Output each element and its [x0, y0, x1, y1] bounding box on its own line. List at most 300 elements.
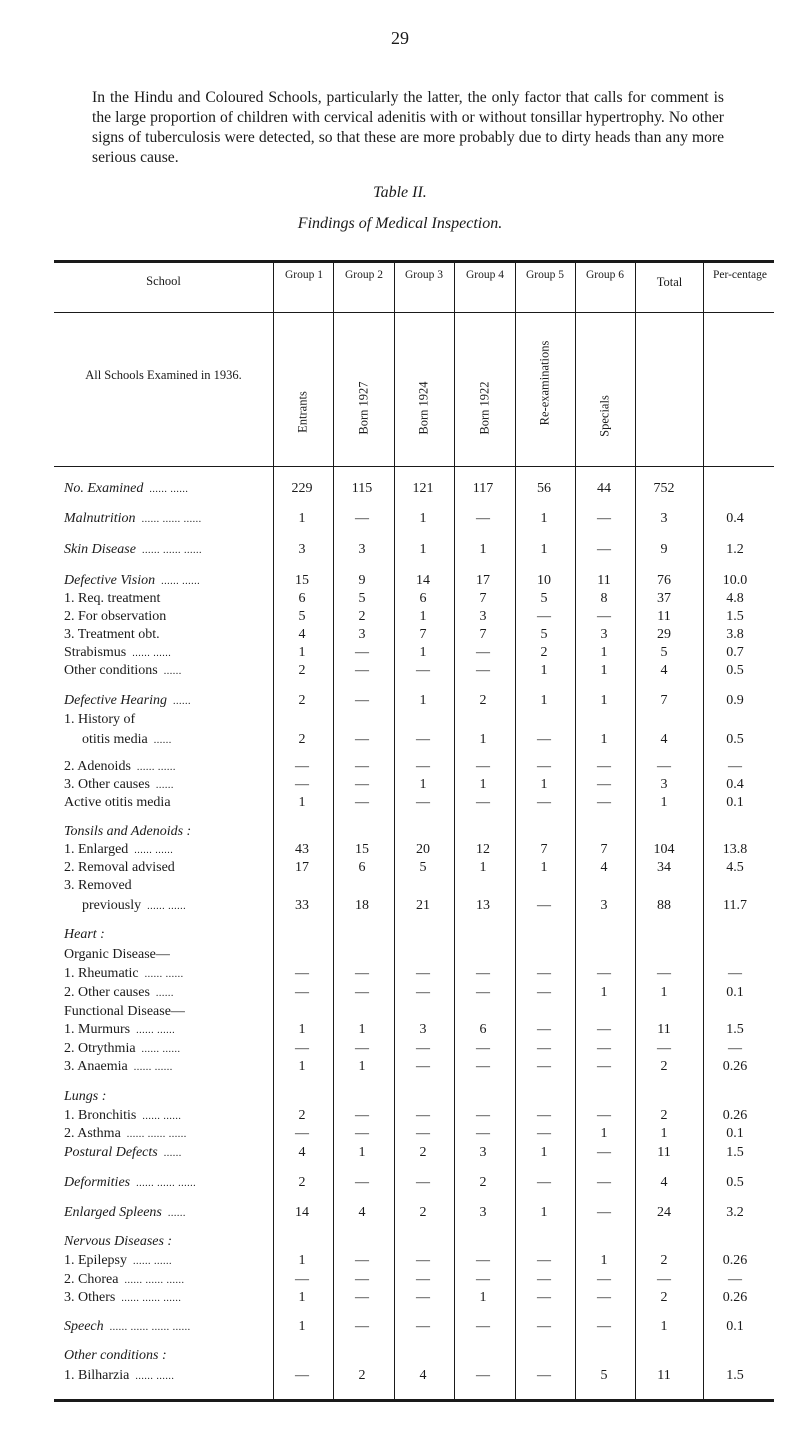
table-cell: 5: [660, 645, 668, 660]
table-cell: —: [537, 1290, 551, 1305]
row-label-text: Organic Disease—: [64, 947, 170, 962]
row-label-text: Other conditions: [64, 663, 158, 678]
table-cell: —: [355, 663, 369, 678]
table-cell: —: [657, 1272, 671, 1287]
table-row: [54, 510, 774, 528]
table-cell: —: [657, 966, 671, 981]
row-label: [82, 897, 186, 916]
table-cell: 0.5: [726, 663, 744, 678]
table-cell: 2: [298, 663, 306, 678]
row-label-text: Defective Hearing: [64, 693, 168, 708]
table-cell: 4: [298, 627, 306, 642]
table-cell: 1: [298, 1253, 306, 1268]
table-row: [54, 859, 774, 877]
table-row: [54, 823, 774, 841]
table-cell: 1: [479, 777, 487, 792]
row-label: [64, 1318, 191, 1337]
table-cell: —: [476, 1368, 490, 1383]
table-cell: —: [416, 795, 430, 810]
table-cell: —: [355, 1290, 369, 1305]
table-cell: 0.1: [726, 985, 744, 1000]
intro-paragraph: In the Hindu and Coloured Schools, particularly the latter, the only factor that calls for comment is the large proportion of children with cervical adenitis with or without tonsillar hypertrophy. No other signs of tuberculosis were detected, so that these are more probably due to dirty heads than any more serious cause.: [92, 89, 724, 166]
table-cell: 1.5: [726, 1368, 744, 1383]
row-label: [64, 926, 105, 944]
row-label: [64, 1021, 175, 1040]
row-label-text: otitis media: [82, 732, 148, 747]
table-row: [54, 541, 774, 559]
table-cell: 4: [660, 732, 668, 747]
table-cell: —: [355, 511, 369, 526]
table-cell: —: [537, 1108, 551, 1123]
leader-dots: ......: [155, 780, 174, 791]
table-row: [54, 1271, 774, 1289]
table-row: [54, 877, 774, 895]
header-total: Total: [656, 275, 683, 289]
table-row: [54, 1347, 774, 1365]
table-cell: —: [597, 759, 611, 774]
row-label-text: 3. Other causes: [64, 777, 150, 792]
row-label-text: previously: [82, 898, 142, 913]
leader-dots: ...... ......: [134, 845, 174, 856]
table-cell: 11: [597, 573, 611, 588]
row-label-text: Defective Vision: [64, 573, 156, 588]
table-cell: 1: [298, 1290, 306, 1305]
table-cell: 1: [419, 777, 427, 792]
table-cell: 1: [600, 1253, 608, 1268]
row-label-text: Deformities: [64, 1175, 131, 1190]
subheader-born-1927: Born 1927: [356, 381, 371, 435]
table-cell: 1: [540, 1205, 548, 1220]
table-cell: 1: [540, 663, 548, 678]
table-cell: 1: [358, 1059, 366, 1074]
table-cell: —: [355, 1253, 369, 1268]
table-cell: 29: [657, 627, 671, 642]
row-label: [64, 572, 200, 591]
table-cell: 20: [416, 842, 430, 857]
table-cell: —: [537, 1041, 551, 1056]
table-cell: —: [476, 795, 490, 810]
table-cell: 2: [419, 1145, 427, 1160]
table-row: [54, 1318, 774, 1336]
table-row: [54, 1204, 774, 1222]
table-cell: 1: [660, 1319, 668, 1334]
table-cell: —: [416, 1108, 430, 1123]
table-row: [54, 965, 774, 983]
table-subtitle: Findings of Medical Inspection.: [297, 215, 503, 232]
table-cell: 18: [355, 898, 369, 913]
row-label-text: Active otitis media: [64, 795, 171, 810]
table-cell: —: [597, 1290, 611, 1305]
table-cell: 1: [358, 1145, 366, 1160]
table-cell: —: [295, 1041, 309, 1056]
table-cell: 7: [419, 627, 427, 642]
row-label-text: 2. Asthma: [64, 1126, 121, 1141]
table-cell: —: [537, 1272, 551, 1287]
leader-dots: ...... ...... ......: [121, 1293, 182, 1304]
table-cell: 1: [419, 542, 427, 557]
table-cell: —: [597, 1041, 611, 1056]
table-cell: 5: [298, 609, 306, 624]
row-label: [64, 1252, 172, 1271]
table-cell: —: [355, 1319, 369, 1334]
table-cell: —: [416, 1290, 430, 1305]
table-cell: 4: [600, 860, 608, 875]
table-cell: 1: [540, 777, 548, 792]
row-label: [64, 644, 171, 663]
row-label: [64, 1125, 187, 1144]
row-label: [64, 859, 175, 877]
table-cell: —: [416, 1175, 430, 1190]
table-cell: 24: [657, 1205, 671, 1220]
table-cell: 3: [479, 1145, 487, 1160]
table-cell: 3: [660, 511, 668, 526]
table-cell: —: [537, 1059, 551, 1074]
table-cell: 1: [419, 609, 427, 624]
table-cell: 229: [291, 481, 313, 496]
row-label-text: 1. Epilepsy: [64, 1253, 127, 1268]
table-cell: 3: [660, 777, 668, 792]
table-cell: 0.9: [726, 693, 744, 708]
table-cell: 1: [298, 1059, 306, 1074]
table-cell: 1: [298, 795, 306, 810]
row-label-text: 1. Murmurs: [64, 1022, 131, 1037]
table-cell: —: [476, 759, 490, 774]
row-label-text: Lungs :: [64, 1089, 107, 1104]
leader-dots: ...... ...... ......: [141, 545, 202, 556]
table-cell: 0.1: [726, 1126, 744, 1141]
row-label-text: 2. Removal advised: [64, 860, 175, 875]
row-label-text: 2. Adenoids: [64, 759, 131, 774]
table-cell: 115: [351, 481, 373, 496]
row-label: [64, 590, 160, 608]
table-cell: 0.26: [722, 1108, 748, 1123]
table-cell: 0.26: [722, 1059, 748, 1074]
subheader-specials: Specials: [597, 395, 612, 437]
table-cell: 11: [657, 609, 671, 624]
subheader-entrants: Entrants: [295, 391, 310, 433]
table-cell: —: [597, 1175, 611, 1190]
row-label: [64, 510, 202, 529]
table-cell: 3: [358, 627, 366, 642]
table-cell: 6: [479, 1022, 487, 1037]
table-row: [54, 692, 774, 710]
table-cell: 7: [540, 842, 548, 857]
row-label: [64, 877, 132, 895]
page-number: 29: [391, 28, 409, 48]
row-label: [64, 626, 160, 644]
table-cell: —: [416, 1319, 430, 1334]
table-cell: 17: [295, 860, 309, 875]
table-row: [54, 984, 774, 1002]
table-cell: —: [355, 777, 369, 792]
table-cell: —: [537, 1175, 551, 1190]
leader-dots: ...... ......: [135, 1371, 175, 1382]
table-cell: 4.5: [726, 860, 744, 875]
table-cell: 2: [479, 693, 487, 708]
table-cell: 1.5: [726, 609, 744, 624]
table-cell: 1: [540, 542, 548, 557]
row-label: [64, 711, 135, 729]
table-cell: 6: [358, 860, 366, 875]
table-top-rule: [54, 260, 774, 263]
row-label: [64, 946, 170, 964]
table-cell: 1: [660, 985, 668, 1000]
header-group-3: Group 3: [404, 269, 443, 281]
row-label-text: No. Examined: [64, 481, 144, 496]
table-cell: 1: [419, 511, 427, 526]
table-row: [54, 626, 774, 644]
table-cell: —: [537, 966, 551, 981]
table-cell: 2: [660, 1108, 668, 1123]
table-row: [54, 946, 774, 964]
table-row: [54, 776, 774, 794]
row-label-text: Other conditions :: [64, 1348, 167, 1363]
row-label: [64, 984, 174, 1003]
table-cell: 752: [653, 481, 675, 496]
leader-dots: ...... ......: [136, 1025, 176, 1036]
table-cell: 1: [419, 693, 427, 708]
table-cell: 4: [298, 1145, 306, 1160]
row-label-text: 1. Bilharzia: [64, 1368, 130, 1383]
table-cell: 1.2: [726, 542, 744, 557]
table-cell: —: [597, 1319, 611, 1334]
leader-dots: ...... ...... ......: [141, 514, 202, 525]
table-cell: —: [597, 542, 611, 557]
header-divider-rule: [54, 312, 774, 313]
table-cell: —: [537, 1022, 551, 1037]
table-cell: 7: [600, 842, 608, 857]
table-cell: —: [476, 1041, 490, 1056]
table-cell: 2: [660, 1253, 668, 1268]
table-cell: 1: [540, 860, 548, 875]
table-cell: —: [416, 1041, 430, 1056]
row-label: [64, 823, 191, 841]
table-cell: —: [597, 1022, 611, 1037]
table-cell: 4.8: [726, 591, 744, 606]
table-cell: 1: [358, 1022, 366, 1037]
header-percentage: Per-centage: [712, 269, 768, 281]
leader-dots: ......: [153, 735, 172, 746]
table-cell: —: [537, 985, 551, 1000]
row-label: [64, 541, 202, 560]
table-cell: —: [476, 663, 490, 678]
table-cell: 3: [358, 542, 366, 557]
table-cell: 12: [476, 842, 490, 857]
row-label-text: Nervous Diseases :: [64, 1234, 173, 1249]
table-title: Table II.: [373, 184, 427, 201]
table-cell: 1: [298, 511, 306, 526]
table-cell: —: [355, 1175, 369, 1190]
table-cell: 1: [298, 1022, 306, 1037]
leader-dots: ...... ......: [133, 1256, 172, 1267]
table-cell: 2: [358, 1368, 366, 1383]
table-row: [54, 572, 774, 590]
table-row: [54, 1003, 774, 1021]
table-cell: 1: [540, 693, 548, 708]
table-cell: 2: [298, 1175, 306, 1190]
table-cell: —: [537, 1253, 551, 1268]
table-cell: 5: [540, 591, 548, 606]
table-cell: —: [476, 985, 490, 1000]
table-cell: —: [537, 795, 551, 810]
table-cell: —: [295, 1126, 309, 1141]
row-label-text: 3. Others: [64, 1290, 116, 1305]
table-cell: 10.0: [722, 573, 748, 588]
table-cell: 2: [419, 1205, 427, 1220]
table-row: [54, 1367, 774, 1385]
row-label: [64, 758, 176, 777]
table-cell: 21: [416, 898, 430, 913]
row-label: [64, 965, 184, 984]
row-label-text: 2. For observation: [64, 609, 167, 624]
table-cell: 1: [540, 1145, 548, 1160]
row-label-text: Tonsils and Adenoids :: [64, 824, 192, 839]
table-cell: 11: [657, 1145, 671, 1160]
table-cell: 0.1: [726, 1319, 744, 1334]
table-cell: 0.1: [726, 795, 744, 810]
table-cell: —: [537, 1319, 551, 1334]
table-cell: 3: [600, 627, 608, 642]
row-label-text: Strabismus: [64, 645, 127, 660]
table-cell: 121: [412, 481, 434, 496]
leader-dots: ...... ...... ......: [124, 1275, 185, 1286]
table-cell: —: [295, 1368, 309, 1383]
row-label-text: Enlarged Spleens: [64, 1205, 162, 1220]
table-cell: 2: [358, 609, 366, 624]
table-cell: 0.4: [726, 511, 744, 526]
table-cell: —: [597, 966, 611, 981]
table-cell: 0.26: [722, 1253, 748, 1268]
table-row: [54, 897, 774, 915]
table-cell: 7: [479, 591, 487, 606]
table-cell: 44: [597, 481, 611, 496]
table-cell: 3.2: [726, 1205, 744, 1220]
table-cell: 0.4: [726, 777, 744, 792]
table-cell: 1.5: [726, 1145, 744, 1160]
table-cell: 1: [419, 645, 427, 660]
row-label-text: Heart :: [64, 927, 105, 942]
table-row: [54, 1233, 774, 1251]
table-cell: 0.7: [726, 645, 744, 660]
table-cell: —: [597, 1205, 611, 1220]
table-cell: —: [416, 966, 430, 981]
row-label: [64, 1040, 181, 1059]
table-cell: 76: [657, 573, 671, 588]
table-cell: —: [597, 1059, 611, 1074]
table-cell: 1: [660, 1126, 668, 1141]
table-cell: 1: [479, 732, 487, 747]
table-cell: —: [728, 1041, 742, 1056]
row-label: [64, 776, 174, 795]
table-cell: 6: [419, 591, 427, 606]
table-cell: 3: [479, 609, 487, 624]
table-row: [54, 644, 774, 662]
leader-dots: ...... ......: [133, 1062, 173, 1073]
row-label-text: 2. Otrythmia: [64, 1041, 136, 1056]
header-school: School: [146, 274, 181, 288]
row-label: [82, 731, 172, 750]
table-cell: —: [416, 1253, 430, 1268]
header-group-6: Group 6: [585, 269, 624, 281]
header-group-4: Group 4: [465, 269, 504, 281]
table-cell: —: [537, 898, 551, 913]
table-row: [54, 731, 774, 749]
table-cell: —: [597, 795, 611, 810]
table-cell: 6: [298, 591, 306, 606]
table-cell: 1: [660, 795, 668, 810]
table-cell: 117: [472, 481, 494, 496]
table-cell: —: [476, 1126, 490, 1141]
table-cell: —: [355, 693, 369, 708]
table-cell: —: [657, 1041, 671, 1056]
row-label: [64, 1058, 173, 1077]
table-cell: —: [476, 1059, 490, 1074]
table-cell: 4: [419, 1368, 427, 1383]
leader-dots: ...... ......: [161, 576, 201, 587]
table-cell: 7: [479, 627, 487, 642]
row-label: [64, 1003, 185, 1021]
table-cell: —: [355, 985, 369, 1000]
table-cell: —: [416, 663, 430, 678]
table-cell: —: [355, 1272, 369, 1287]
table-cell: 2: [298, 1108, 306, 1123]
table-cell: 4: [660, 663, 668, 678]
table-cell: —: [416, 1272, 430, 1287]
subheader-born-1922: Born 1922: [477, 381, 492, 435]
table-cell: —: [728, 759, 742, 774]
table-cell: —: [355, 1126, 369, 1141]
table-cell: 1: [600, 1126, 608, 1141]
table-cell: 1.5: [726, 1022, 744, 1037]
leader-dots: ......: [163, 1148, 182, 1159]
table-cell: 3: [600, 898, 608, 913]
table-cell: 0.26: [722, 1290, 748, 1305]
row-label: [64, 1233, 172, 1251]
table-cell: —: [355, 1108, 369, 1123]
table-cell: 37: [657, 591, 671, 606]
leader-dots: ......: [163, 666, 182, 677]
row-label-text: 1. Rheumatic: [64, 966, 139, 981]
table-cell: 1: [600, 645, 608, 660]
table-cell: 17: [476, 573, 490, 588]
table-cell: —: [537, 759, 551, 774]
table-cell: —: [355, 795, 369, 810]
row-label: [64, 1347, 167, 1365]
table-cell: —: [657, 759, 671, 774]
table-cell: 13.8: [722, 842, 748, 857]
table-cell: 15: [295, 573, 309, 588]
leader-dots: ......: [155, 988, 174, 999]
leader-dots: ...... ...... ...... ......: [109, 1322, 191, 1333]
table-cell: —: [476, 1272, 490, 1287]
row-label: [64, 1204, 186, 1223]
table-row: [54, 841, 774, 859]
table-cell: —: [355, 1041, 369, 1056]
subheader-born-1924: Born 1924: [416, 381, 431, 435]
table-cell: 3: [298, 542, 306, 557]
table-cell: —: [355, 732, 369, 747]
table-row: [54, 1021, 774, 1039]
table-cell: 5: [600, 1368, 608, 1383]
table-row: [54, 1058, 774, 1076]
table-cell: 1: [298, 1319, 306, 1334]
table-bottom-rule: [54, 1399, 774, 1402]
table-cell: 14: [295, 1205, 309, 1220]
row-label-text: Speech: [64, 1319, 104, 1334]
table-cell: —: [416, 732, 430, 747]
leader-dots: ...... ......: [136, 762, 176, 773]
row-label-text: Skin Disease: [64, 542, 136, 557]
